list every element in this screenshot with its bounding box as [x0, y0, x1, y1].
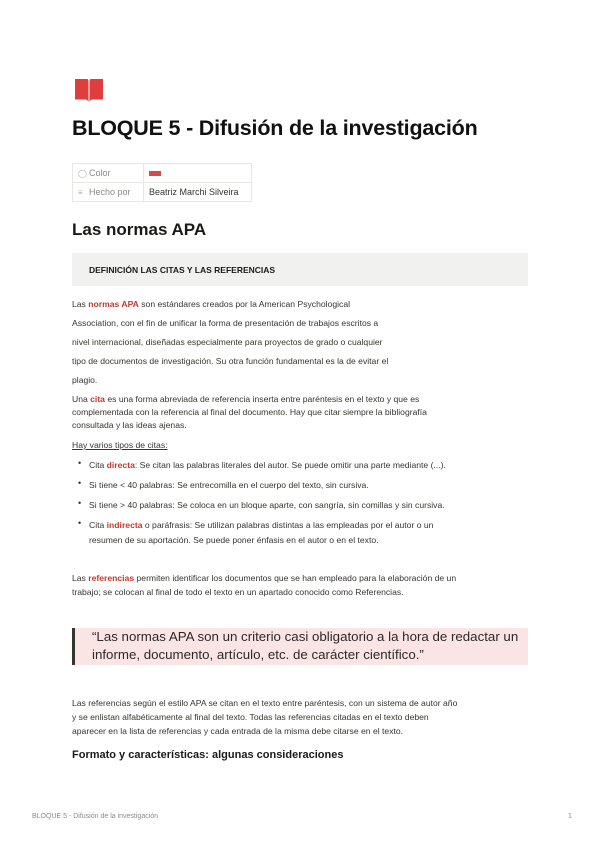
bullet-text: : Se citan las palabras literales del autor. Se puede omitir una parte mediante (...). — [134, 460, 446, 470]
made-by-label: Hecho por — [89, 187, 131, 197]
text-lines-icon: ≡ — [78, 188, 83, 197]
bullet-dot: • — [78, 498, 82, 508]
cita-line-1 — [72, 394, 419, 404]
refs-line-2: trabajo; se colocan al final de todo el texto en un apartado conocido como Referencias. — [72, 587, 404, 597]
intro-line-4: tipo de documentos de investigación. Su otra función fundamental es la de evitar el — [72, 356, 389, 366]
bullet-item-menos-40: Si tiene < 40 palabras: Se entrecomilla en el cuerpo del texto, sin cursiva. — [89, 480, 369, 490]
page-title: BLOQUE 5 - Difusión de la investigación — [72, 116, 478, 140]
style-line-2: y se enlistan alfabéticamente al final del texto. Todas las referencias citadas en el texto deben — [72, 712, 429, 722]
color-label: Color — [89, 168, 111, 178]
quote-line-2: informe, documento, artículo, etc. de carácter científico.” — [92, 647, 424, 662]
property-value-color[interactable] — [144, 164, 252, 183]
bullet-text: o paráfrasis: Se utilizan palabras distintas a las empleadas por el autor o un — [142, 520, 434, 530]
tag-icon: ◯ — [78, 169, 87, 178]
property-row-color — [73, 164, 252, 183]
style-line-1: Las referencias según el estilo APA se citan en el texto entre paréntesis, con un sistema de autor año — [72, 698, 458, 708]
property-row-made-by — [73, 183, 252, 202]
bullet-text: Cita — [89, 520, 107, 530]
cita-text: Una — [72, 394, 91, 404]
highlight-cita: cita — [90, 394, 105, 404]
intro-line-5: plagio. — [72, 375, 98, 385]
bullet-item-indirecta-line-2: resumen de su aportación. Se puede poner énfasis en el autor o en el texto. — [89, 535, 379, 545]
highlight-directa: directa — [106, 460, 135, 470]
bullet-text: Cita — [89, 460, 107, 470]
intro-text: son estándares creados por la American Psychological — [138, 299, 351, 309]
color-swatch — [149, 171, 161, 176]
intro-line-3: nivel internacional, diseñadas especialmente para proyectos de grado o cualquier — [72, 337, 383, 347]
highlight-normas-apa: normas APA — [88, 299, 139, 309]
highlight-referencias: referencias — [88, 573, 135, 583]
style-line-3: aparecer en la lista de referencias y cada entrada de la misma debe citarse en el texto. — [72, 726, 404, 736]
footer-page-number: 1 — [568, 813, 572, 820]
format-heading: Formato y características: algunas consideraciones — [72, 749, 344, 761]
quote-line-1: “Las normas APA son un criterio casi obligatorio a la hora de redactar un — [92, 629, 519, 644]
intro-line-1 — [72, 299, 350, 309]
callout-text: DEFINICIÓN LAS CITAS Y LAS REFERENCIAS — [89, 264, 276, 275]
made-by-value[interactable]: Beatriz Marchi Silveira — [144, 183, 252, 202]
types-heading: Hay varios tipos de citas: — [72, 440, 168, 450]
highlight-indirecta: indirecta — [106, 520, 143, 530]
bullet-item-indirecta — [89, 520, 433, 530]
cita-line-3: consultada y las ideas ajenas. — [72, 420, 187, 430]
cita-line-2: complementada con la referencia al final del documento. Hay que citar siempre la bibliografía — [72, 407, 427, 417]
cita-text: es una forma abreviada de referencia inserta entre paréntesis en el texto y que es — [104, 394, 420, 404]
quote-block — [72, 628, 528, 665]
bullet-dot: • — [78, 478, 82, 488]
bullet-dot: • — [78, 518, 82, 528]
bullet-item-directa — [89, 460, 446, 470]
bullet-dot: • — [78, 458, 82, 468]
refs-text: Las — [72, 573, 89, 583]
intro-text: Las — [72, 299, 89, 309]
properties-table — [72, 163, 252, 202]
property-key-color — [73, 164, 144, 183]
bullet-item-mas-40: Si tiene > 40 palabras: Se coloca en un bloque aparte, con sangría, sin comillas y sin cursiva. — [89, 500, 445, 510]
section-heading: Las normas APA — [72, 220, 207, 239]
refs-text: permiten identificar los documentos que se han empleado para la elaboración de un — [134, 573, 457, 583]
property-key-made-by — [73, 183, 144, 202]
footer-title: BLOQUE 5 - Difusión de la investigación — [32, 813, 159, 820]
intro-line-2: Association, con el fin de unificar la forma de presentación de trabajos escritos a — [72, 318, 379, 328]
refs-line-1 — [72, 573, 456, 583]
book-icon — [74, 77, 104, 103]
callout-block — [72, 253, 528, 286]
